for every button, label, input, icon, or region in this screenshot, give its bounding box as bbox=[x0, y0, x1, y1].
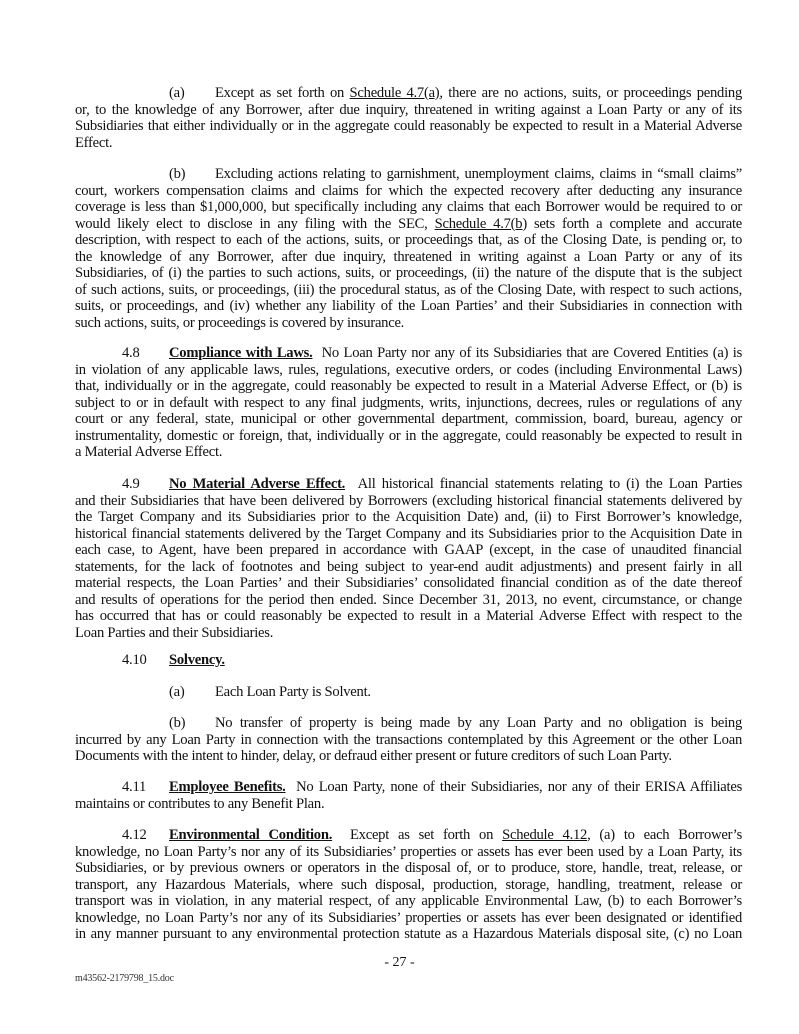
text-line: Documents with the intent to hinder, delay, or defraud either present or future creditors of such Loan Party. bbox=[75, 748, 672, 764]
text-line: coverage is less than $1,000,000, but specifically including any claims that each Borrower would be required to or bbox=[75, 199, 742, 215]
section-number: 4.9 bbox=[122, 476, 140, 492]
text-line: instrumentality, domestic or foreign, that, individually or in the aggregate, could reasonably be expected to result in bbox=[75, 427, 742, 444]
text-line: that, individually or in the aggregate, could reasonably be expected to result in a Material Adverse Effect, or (b) is bbox=[75, 378, 742, 394]
text-line: or, to the knowledge of any Borrower, after due inquiry, threatened in writing against a Loan Party or any of its bbox=[75, 101, 742, 118]
section-4-10-b bbox=[75, 715, 742, 765]
section-number: 4.10 bbox=[122, 652, 147, 668]
text-line: in any manner pursuant to any environmental protection statute as a Hazardous Materials disposal site, (c) no Loan bbox=[75, 926, 742, 942]
text-line bbox=[75, 476, 742, 493]
text-line: a Material Adverse Effect. bbox=[75, 444, 223, 460]
text-line: incurred by any Loan Party in connection with the transactions contemplated by this Agreement or the other Loan bbox=[75, 731, 742, 748]
text-line: transport was in violation, in any material respect, of any applicable Environmental Law, (b) to each Borrower’s bbox=[75, 893, 742, 909]
section-4-12 bbox=[75, 827, 742, 943]
text-run: , (a) to each Borrower’s bbox=[587, 827, 742, 843]
schedule-reference: Schedule 4.7(b) bbox=[434, 215, 527, 232]
section-4-10-a bbox=[75, 684, 742, 701]
section-4-7-a bbox=[75, 85, 742, 151]
text-line: knowledge, no Loan Party’s nor any of its Subsidiaries’ properties or assets has ever been used by a Loan Party, its bbox=[75, 843, 742, 860]
section-heading: No Material Adverse Effect. bbox=[169, 476, 346, 492]
schedule-reference: Schedule 4.7(a) bbox=[349, 85, 440, 101]
text-line: knowledge, no Loan Party’s nor any of its Subsidiaries’ properties or assets has ever been designated or identified bbox=[75, 909, 742, 926]
text-run: sets forth a complete and accurate bbox=[526, 215, 742, 232]
text-line bbox=[75, 652, 742, 669]
item-label: (a) bbox=[169, 684, 185, 700]
text-line: Loan Parties and their Subsidiaries. bbox=[75, 624, 274, 641]
text-line: the Target Company and its Subsidiaries prior to the Acquisition Date) and, (ii) to First Borrower’s knowledge, bbox=[75, 509, 742, 525]
text-line bbox=[75, 345, 742, 362]
text-line: statements, for the lack of footnotes and being subject to year-end audit adjustments) and present fairly in all bbox=[75, 558, 742, 575]
text-line bbox=[75, 715, 742, 732]
section-heading: Solvency. bbox=[169, 652, 225, 668]
text-line: such actions, suits, or proceedings is covered by insurance. bbox=[75, 314, 405, 331]
section-number: 4.11 bbox=[122, 779, 146, 795]
page-number: - 27 - bbox=[384, 955, 415, 970]
text-line: Subsidiaries that either individually or in the aggregate could reasonably be expected to result in a Material Adverse bbox=[75, 118, 742, 134]
text-line: the knowledge of any Borrower, after due inquiry, threatened in writing against a Loan Party or any of its bbox=[75, 248, 742, 265]
section-number: 4.12 bbox=[122, 827, 147, 843]
section-heading: Compliance with Laws. bbox=[169, 345, 313, 361]
text-line: of such actions, suits, or proceedings, (iii) the procedural status, as of the Closing Date, with respect to such actions, bbox=[75, 281, 742, 298]
text-line: Subsidiaries, or by previous owners or operators in the disposal of, or to produce, store, handle, treat, release, or bbox=[75, 860, 742, 876]
text-run: Except as set forth on bbox=[215, 85, 350, 101]
text-line: maintains or contributes to any Benefit Plan. bbox=[75, 795, 325, 812]
text-line: court, workers compensation claims and claims for which the expected recovery after deducting any insurance bbox=[75, 182, 742, 199]
text-run: Excluding actions relating to garnishment, unemployment claims, claims in “small claims” bbox=[215, 166, 742, 182]
text-line: Effect. bbox=[75, 134, 113, 151]
text-line: Subsidiaries, of (i) the parties to such actions, suits, or proceedings, (ii) the nature of the dispute that is the subject bbox=[75, 265, 742, 281]
document-id: m43562-2179798_15.doc bbox=[75, 973, 174, 984]
text-line: and their Subsidiaries that have been delivered by Borrowers (excluding historical financial statements delivered by bbox=[75, 492, 742, 509]
schedule-reference: Schedule 4.12 bbox=[502, 827, 588, 843]
text-run: , there are no actions, suits, or proceedings pending bbox=[439, 85, 742, 101]
text-line: historical financial statements delivered by the Target Company and its Subsidiaries prior to the Acquisition Date in bbox=[75, 525, 742, 542]
text-line bbox=[75, 166, 742, 183]
text-run: Except as set forth on bbox=[350, 827, 503, 843]
section-number: 4.8 bbox=[122, 345, 140, 361]
section-heading: Environmental Condition. bbox=[169, 827, 333, 843]
text-line: and results of operations for the period then ended. Since December 31, 2013, no event, circumstance, or change bbox=[75, 591, 742, 608]
item-label: (a) bbox=[169, 85, 185, 101]
section-4-11 bbox=[75, 779, 742, 812]
section-4-7-b bbox=[75, 166, 742, 331]
text-line bbox=[75, 216, 742, 233]
section-4-10 bbox=[75, 652, 742, 669]
text-run: No Loan Party nor any of its Subsidiaries that are Covered Entities (a) is bbox=[321, 345, 743, 361]
item-label: (b) bbox=[169, 166, 186, 182]
text-run: No transfer of property is being made by any Loan Party and no obligation is being bbox=[215, 715, 742, 731]
section-heading: Employee Benefits. bbox=[169, 779, 286, 795]
text-line bbox=[75, 684, 742, 701]
text-run: Each Loan Party is Solvent. bbox=[215, 684, 371, 700]
text-line: court or any federal, state, municipal or other governmental department, commission, board, bureau, agency or bbox=[75, 411, 742, 427]
section-4-9 bbox=[75, 476, 742, 641]
text-line: transport, any Hazardous Materials, where such disposal, production, storage, handling, treatment, release or bbox=[75, 876, 742, 893]
text-run: No Loan Party, none of their Subsidiaries, nor any of their ERISA Affiliates bbox=[296, 779, 742, 795]
text-line: has occurred that has or could reasonably be expected to result in a Material Adverse Effect with respect to the bbox=[75, 608, 742, 624]
text-line bbox=[75, 779, 742, 796]
text-line: suits, or proceedings, and (iv) whether any liability of the Loan Parties’ and their Subsidiaries in connection with bbox=[75, 298, 742, 314]
text-line: description, with respect to each of the actions, suits, or proceedings that, as of the Closing Date, is pending or, to bbox=[75, 232, 742, 248]
text-run: All historical financial statements relating to (i) the Loan Parties bbox=[357, 476, 742, 492]
text-line: material respects, the Loan Parties’ and their Subsidiaries’ consolidated financial condition as of the date thereof bbox=[75, 575, 742, 591]
text-line: each case, to Agent, have been prepared in accordance with GAAP (except, in the case of unaudited financial bbox=[75, 542, 742, 558]
text-line bbox=[75, 827, 742, 844]
text-line: in violation of any applicable laws, rules, regulations, executive orders, or codes (including Environmental Laws) bbox=[75, 361, 742, 378]
text-run: would likely elect to disclose in any filing with the SEC, bbox=[75, 215, 435, 232]
section-4-8 bbox=[75, 345, 742, 461]
item-label: (b) bbox=[169, 715, 186, 731]
text-line bbox=[75, 85, 742, 102]
text-line: subject to or in default with respect to any final judgments, writs, injunctions, decrees, rules or regulations of any bbox=[75, 394, 742, 411]
